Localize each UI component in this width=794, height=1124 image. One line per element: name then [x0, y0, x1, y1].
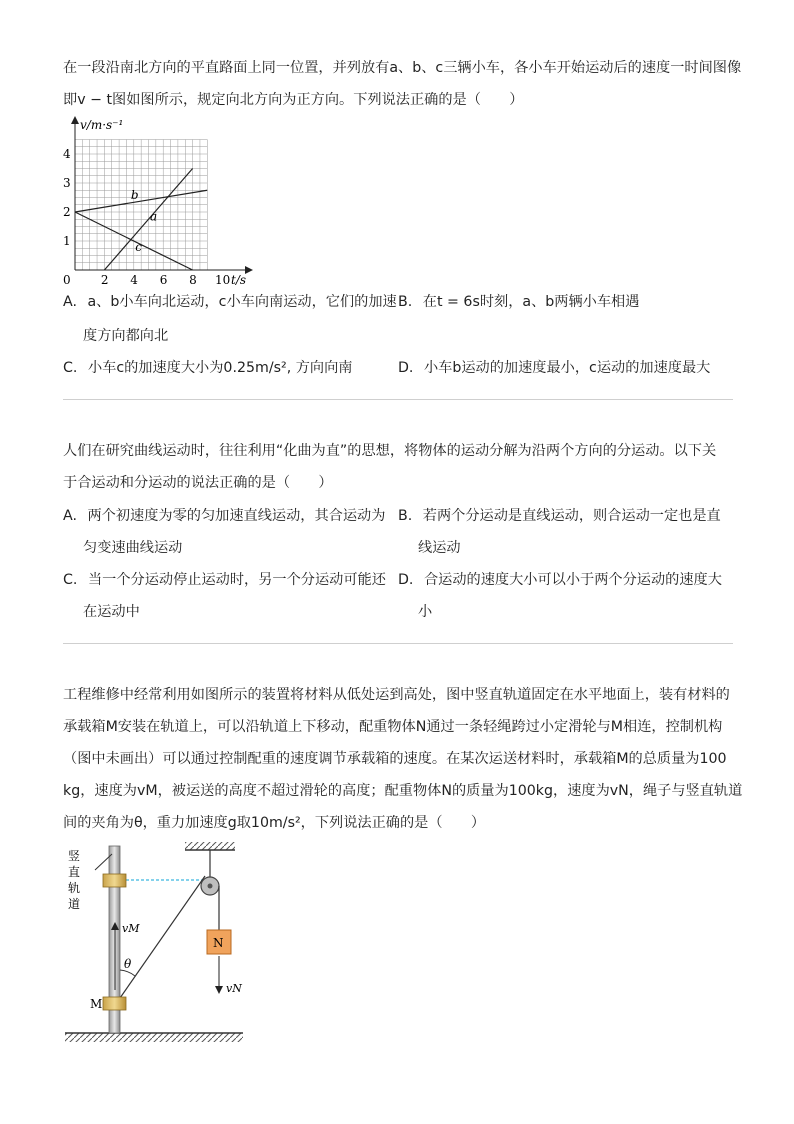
q2-option-c[interactable] [63, 570, 386, 590]
q1-option-a-label: A. [63, 294, 77, 310]
q2-stem-line1: 人们在研究曲线运动时，往往利用“化曲为直”的思想，将物体的运动分解为沿两个方向的分运动。以下关 [63, 443, 717, 459]
x-axis-arrow [245, 266, 253, 274]
y-axis-label: v/m·s⁻¹ [80, 118, 124, 132]
y-tick-label: 3 [63, 176, 71, 190]
q2-option-d-cont: 小 [418, 604, 433, 620]
q1-option-b-label: B. [398, 294, 413, 310]
q1-stem-line2: 即v − t图如图所示，规定向北方向为正方向。下列说法正确的是（ ） [63, 92, 524, 108]
rail-label-char-2: 直 [68, 865, 81, 879]
x-tick-label: 6 [159, 273, 168, 287]
pulley-device-figure [62, 840, 247, 1050]
x-axis-label: t/s [231, 273, 247, 287]
q2-option-d-label: D. [398, 572, 414, 588]
divider-2 [63, 643, 733, 644]
y-tick-label: 4 [63, 147, 71, 161]
q1-option-b[interactable] [398, 292, 639, 312]
y-tick-label: 1 [63, 234, 71, 248]
q2-option-a-label: A. [63, 508, 77, 524]
q3-stem-line1: 工程维修中经常利用如图所示的装置将材料从低处运到高处，图中竖直轨道固定在水平地面上，装有材料的 [63, 687, 730, 703]
q1-stem-line1: 在一段沿南北方向的平直路面上同一位置，并列放有a、b、c三辆小车，各小车开始运动后的速度一时间图像 [63, 60, 742, 76]
box-m-label: M [90, 997, 103, 1011]
divider-1 [63, 399, 733, 400]
x-tick-label: 4 [130, 273, 138, 287]
x-tick-label: 10 [215, 273, 231, 287]
q2-option-c-label: C. [63, 572, 78, 588]
q1-option-c[interactable] [63, 358, 352, 378]
q1-option-a-text-1: a、b小车向北运动，c小车向南运动，它们的加速 [87, 294, 397, 310]
upper-position-box [103, 874, 126, 887]
q1-option-d-text: 小车b运动的加速度最小，c运动的加速度最大 [423, 360, 711, 376]
q2-option-d[interactable] [398, 570, 722, 590]
q3-stem-line5: 间的夹角为θ，重力加速度g取10m/s²，下列说法正确的是（ ） [63, 815, 486, 831]
q1-option-c-label: C. [63, 360, 78, 376]
rail-label-char-1: 竖 [68, 849, 81, 863]
rope-incline [120, 876, 205, 998]
ground-hatch [65, 1033, 243, 1042]
q1-option-a-cont: 度方向都向北 [83, 328, 169, 344]
vt-graph [58, 114, 258, 290]
q2-option-d-text-1: 合运动的速度大小可以小于两个分运动的速度大 [423, 572, 722, 588]
pulley-axle [208, 884, 213, 889]
q3-stem-line4: kg，速度为vM，被运送的高度不超过滑轮的高度；配重物体N的质量为100kg，速度为vN，绳子与竖直轨道 [63, 783, 743, 799]
series-label-b: b [130, 187, 139, 202]
q3-stem-line2: 承载箱M安装在轨道上，可以沿轨道上下移动，配重物体N通过一条轻绳跨过小定滑轮与M相连，控制机构 [63, 719, 723, 735]
q2-option-b-cont: 线运动 [418, 540, 461, 556]
x-tick-label: 8 [189, 273, 197, 287]
q1-option-a[interactable] [63, 292, 397, 312]
q2-option-a-cont: 匀变速曲线运动 [83, 540, 183, 556]
q1-option-d[interactable] [398, 358, 710, 378]
q2-option-b-text-1: 若两个分运动是直线运动，则合运动一定也是直 [422, 508, 721, 524]
x-tick-label: 2 [100, 273, 109, 287]
series-label-a: a [149, 209, 158, 224]
q2-option-c-cont: 在运动中 [83, 604, 140, 620]
box-n-label: N [213, 936, 224, 950]
y-tick-label: 2 [63, 205, 71, 219]
q2-option-a-text-1: 两个初速度为零的匀加速直线运动，其合运动为 [87, 508, 386, 524]
v-n-label: vN [226, 982, 242, 995]
x-tick-label: 0 [63, 273, 71, 287]
rail-label-char-3: 轨 [68, 881, 81, 895]
q1-option-d-label: D. [398, 360, 414, 376]
q2-option-a[interactable] [63, 506, 385, 526]
theta-label: θ [124, 957, 132, 971]
q2-option-b[interactable] [398, 506, 721, 526]
q2-option-c-text-1: 当一个分运动停止运动时，另一个分运动可能还 [87, 572, 386, 588]
box-m [103, 997, 126, 1010]
ceiling-hatch [185, 842, 235, 850]
q2-stem-line2: 于合运动和分运动的说法正确的是（ ） [63, 475, 333, 491]
q1-option-b-text: 在t = 6s时刻，a、b两辆小车相遇 [422, 294, 640, 310]
rail-label-char-4: 道 [68, 897, 81, 911]
series-label-c: c [135, 240, 143, 255]
v-m-label: vM [122, 922, 140, 935]
q3-stem-line3: （图中未画出）可以通过控制配重的速度调节承载箱的速度。在某次运送材料时，承载箱M的总质量为100 [63, 751, 727, 767]
q1-option-c-text: 小车c的加速度大小为0.25m/s², 方向向南 [87, 360, 353, 376]
q2-option-b-label: B. [398, 508, 413, 524]
